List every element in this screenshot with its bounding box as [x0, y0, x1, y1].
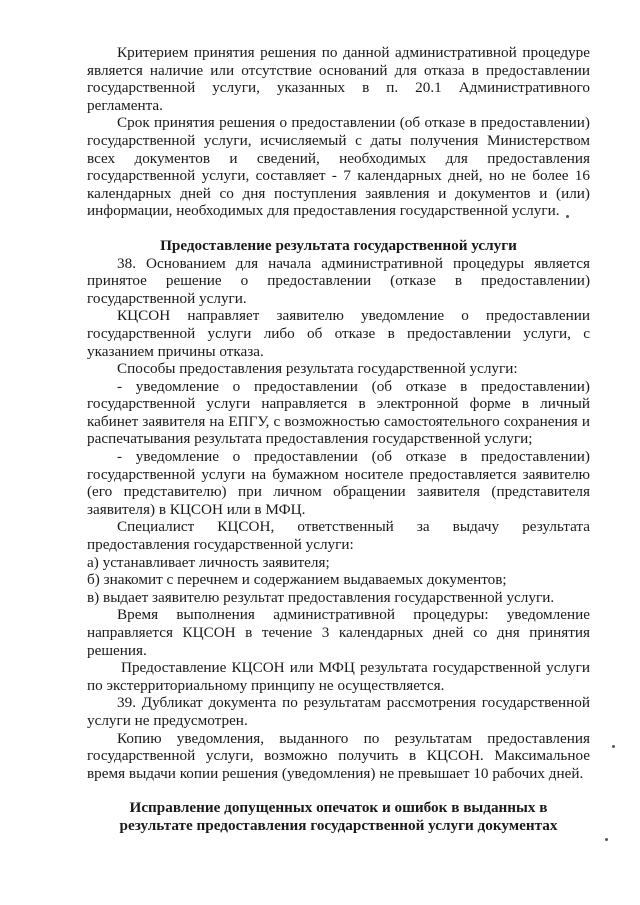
paragraph-38: 38. Основанием для начала административной процедуры является принятое решение о предоставлении (отказе в предоставлении) государственной услуги. — [87, 254, 590, 307]
section-heading-result: Предоставление результата государственной услуги — [160, 236, 517, 254]
paragraph-criterion: Критерием принятия решения по данной административной процедуре является наличие или отсутствие оснований для отказа в предоставлении государственной услуги, указанных в п. 20.1 Административного регламента. — [87, 44, 590, 114]
section-heading-corrections-line2: результате предоставления государственной услуги документах — [119, 816, 558, 834]
paragraph-extraterritorial: Предоставление КЦСОН или МФЦ результата государственной услуги по экстерриториальному принципу не осуществляется. — [87, 659, 590, 694]
paragraph-39: 39. Дубликат документа по результатам рассмотрения государственной услуги не предусмотрен. — [87, 694, 590, 729]
list-item-b: б) знакомит с перечнем и содержанием выдаваемых документов; — [87, 571, 507, 589]
document-page — [87, 44, 590, 835]
paragraph-specialist: Специалист КЦСОН, ответственный за выдачу результата предоставления государственной услуги: — [87, 518, 590, 554]
scan-speck — [605, 838, 608, 841]
paragraph-method-electronic: - уведомление о предоставлении (об отказе в предоставлении) государственной услуги направляется в электронной форме в личный кабинет заявителя на ЕПГУ, с возможностью самостоятельного сохранения и распечатывания результата предоставления государственной услуги; — [87, 377, 590, 448]
scan-speck — [612, 745, 615, 748]
paragraph-notice: КЦСОН направляет заявителю уведомление о предоставлении государственной услуги либо об отказе в предоставлении услуги, с указанием причины отказа. — [87, 307, 590, 360]
scan-speck — [566, 215, 569, 218]
paragraph-deadline: Срок принятия решения о предоставлении (об отказе в предоставлении) государственной услуги, исчисляемый с даты получения Министерством всех документов и сведений, необходимых для предоставления государственной услуги, составляет - 7 календарных дней, но не более 16 календарных дней со дня поступления заявления и документов и (или) информации, необходимых для предоставления государственной услуги. — [87, 114, 590, 220]
paragraph-time: Время выполнения административной процедуры: уведомление направляется КЦСОН в течение 3 календарных дней со дня принятия решения. — [87, 606, 590, 659]
section-heading-corrections-line1: Исправление допущенных опечаток и ошибок в выданных в — [129, 799, 548, 817]
paragraph-methods: Способы предоставления результата государственной услуги: — [117, 360, 518, 378]
paragraph-method-paper: - уведомление о предоставлении (об отказе в предоставлении) государственной услуги на бумажном носителе предоставляется заявителю (его представителю) при личном обращении заявителя (представителя заявителя) в КЦСОН или в МФЦ. — [87, 448, 590, 518]
list-item-c: в) выдает заявителю результат предоставления государственной услуги. — [87, 588, 555, 606]
paragraph-copy: Копию уведомления, выданного по результатам предоставления государственной услуги, возможно получить в КЦСОН. Максимальное время выдачи копии решения (уведомления) не превышает 10 рабочих дней. — [87, 729, 590, 782]
list-item-a: а) устанавливает личность заявителя; — [87, 553, 330, 571]
